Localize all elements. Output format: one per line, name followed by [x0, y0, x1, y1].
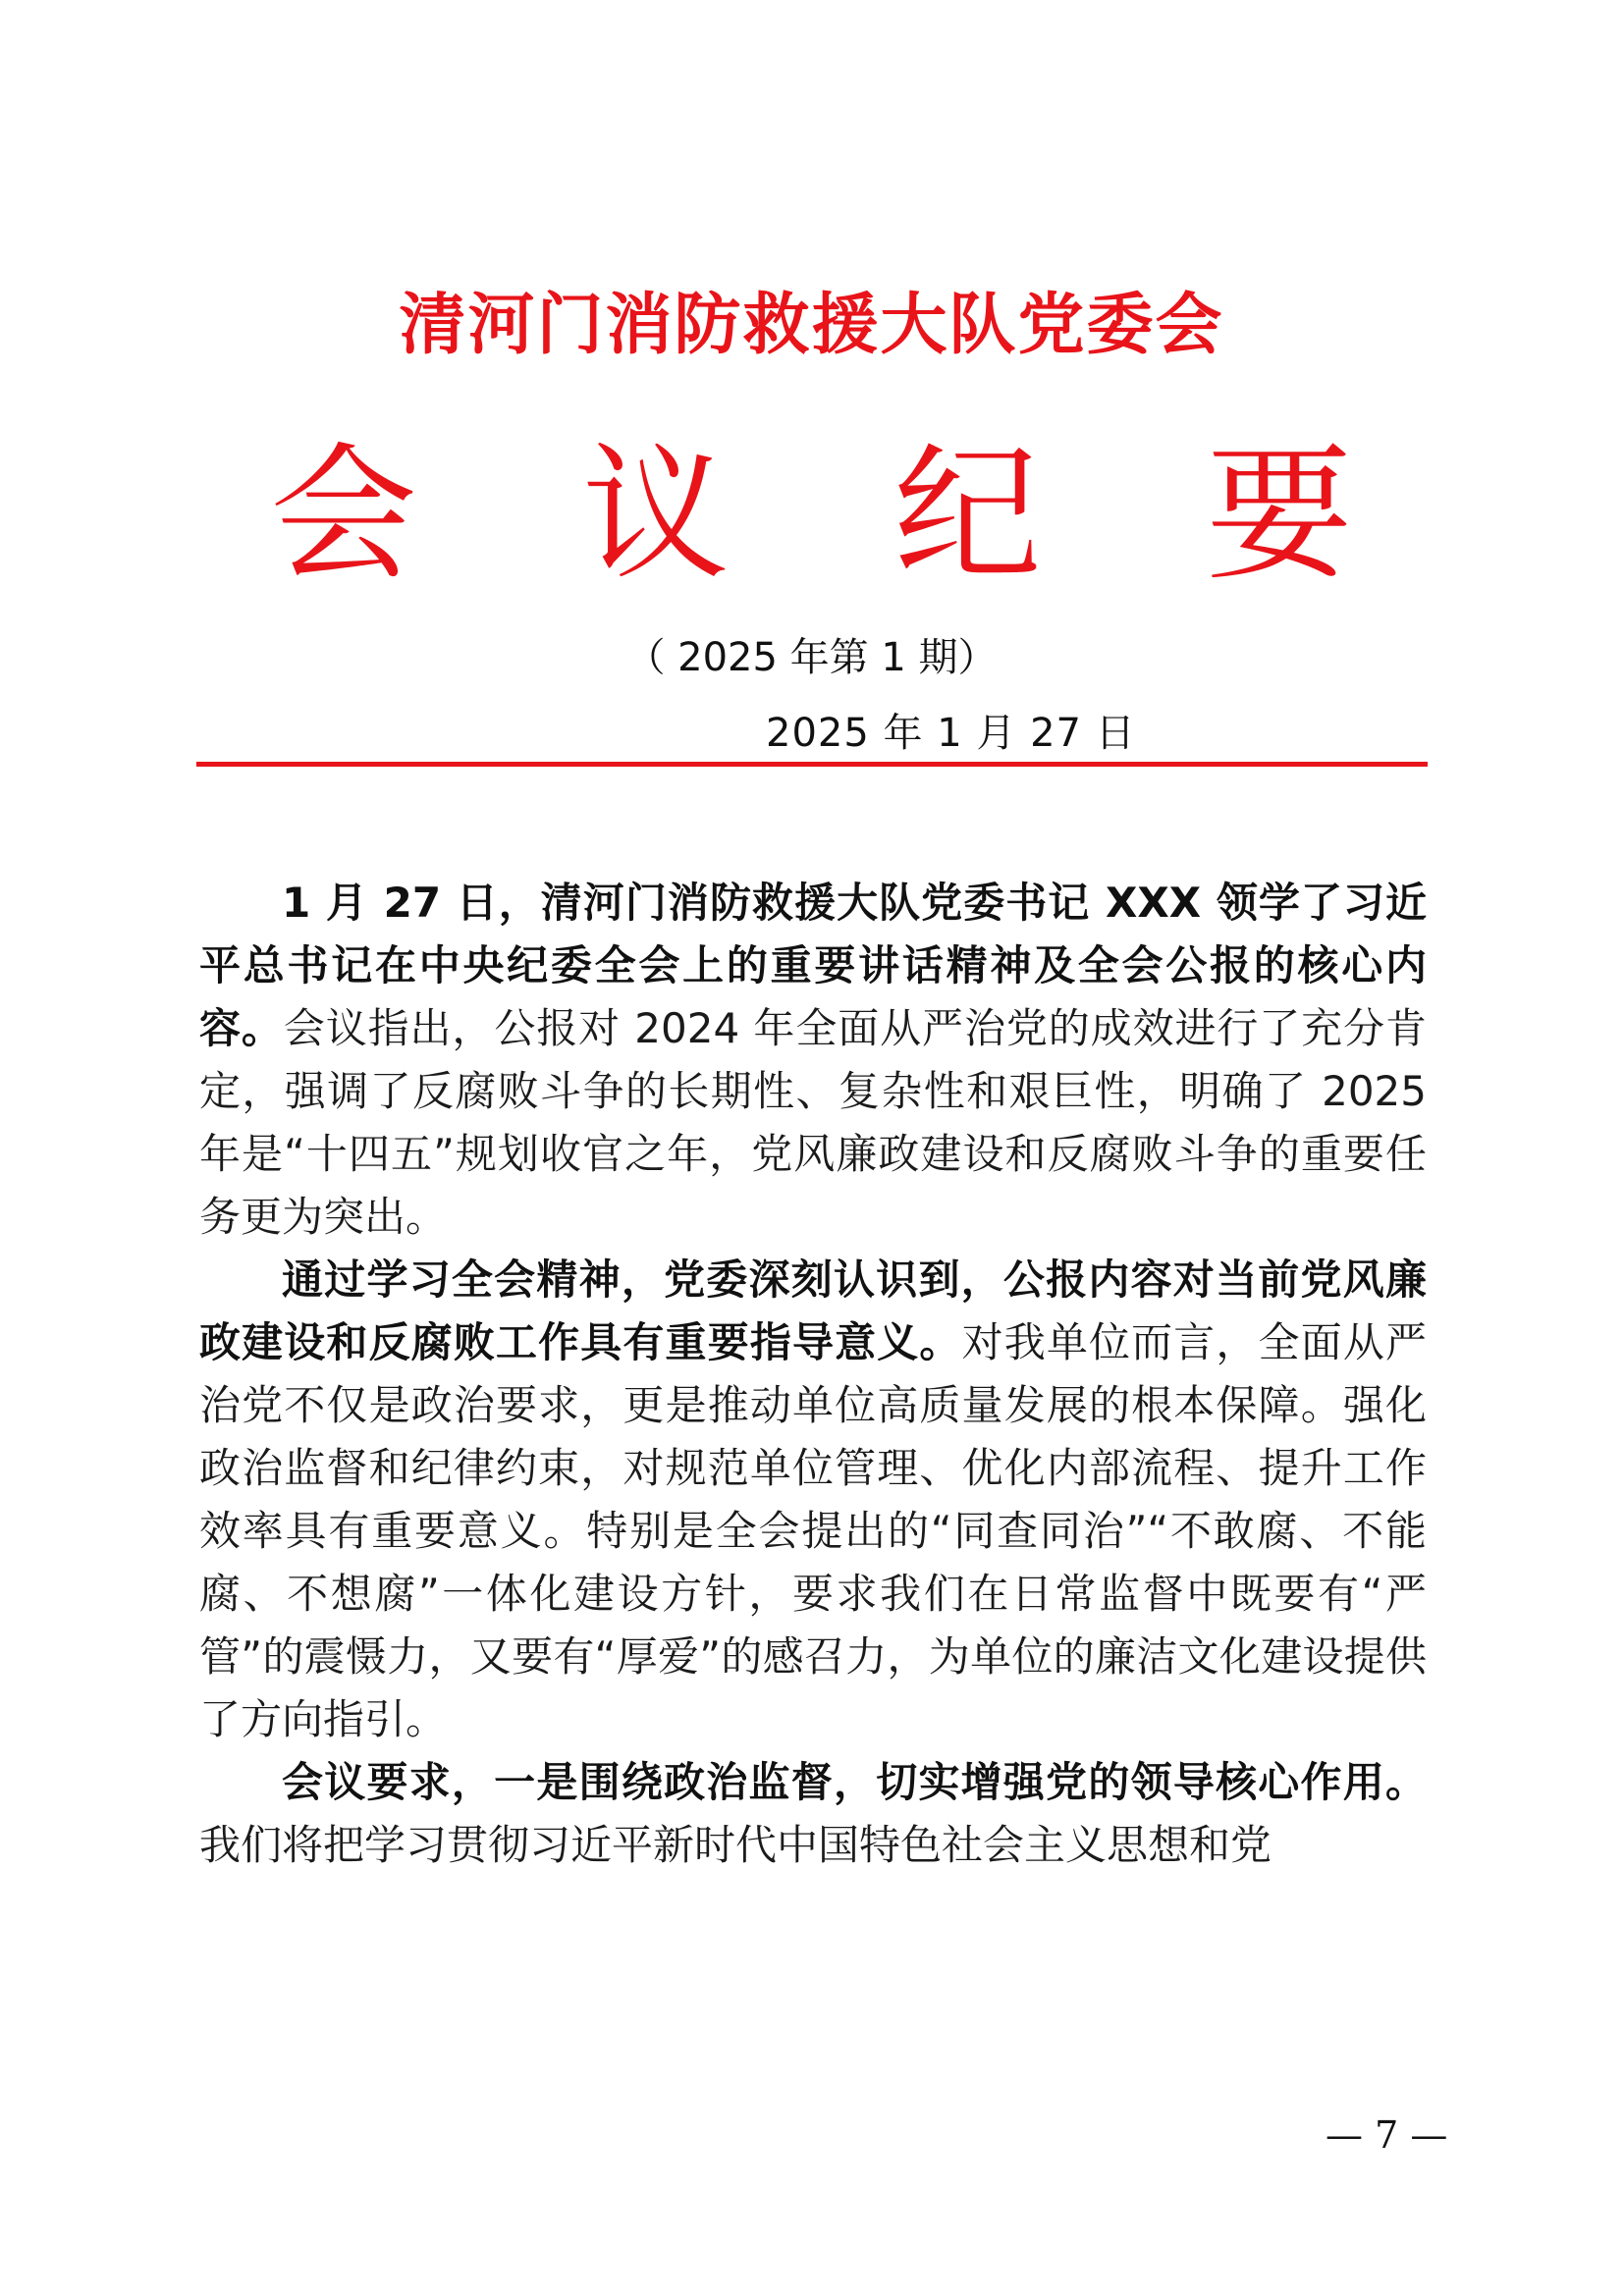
- page-number: — 7 —: [1325, 2113, 1448, 2157]
- paragraph-3-text: 我们将把学习贯彻习近平新时代中国特色社会主义思想和党: [199, 1821, 1272, 1869]
- paragraph-1-lead: 1 月 27 日，清河门消防救援大队党委书记 XXX 领学了习近平总书记在中央纪委全会上的重要讲话精神及全会公报的核心内容。: [199, 879, 1427, 1052]
- red-separator-rule: [196, 762, 1428, 767]
- paragraph-2-text: 对我单位而言，全面从严治党不仅是政治要求，更是推动单位高质量发展的根本保障。强化政治监督和纪律约束，对规范单位管理、优化内部流程、提升工作效率具有重要意义。特别是全会提出的“同查同治”“不敢腐、不能腐、不想腐”一体化建设方针，要求我们在日常监督中既要有“严管”的震慑力，又要有“厚爱”的感召力，为单位的廉洁文化建设提供了方向指引。: [199, 1318, 1427, 1743]
- paragraph-2: [199, 1249, 1427, 1751]
- issue-number: （ 2025 年第 1 期）: [625, 635, 998, 680]
- paragraph-2-lead: 通过学习全会精神，党委深刻认识到，公报内容对当前党风廉政建设和反腐败工作具有重要指导意义。: [199, 1255, 1427, 1366]
- organization-title: 清河门消防救援大队党委会: [399, 287, 1224, 364]
- paragraph-3-lead: 会议要求，一是围绕政治监督，切实增强党的领导核心作用。: [282, 1758, 1427, 1806]
- document-body: [199, 872, 1427, 1877]
- document-date: 2025 年 1 月 27 日: [766, 711, 1136, 756]
- paragraph-1-text: 会议指出，公报对 2024 年全面从严治党的成效进行了充分肯定，强调了反腐败斗争的长期性、复杂性和艰巨性，明确了 2025 年是“十四五”规划收官之年，党风廉政建设和反腐败斗争的重要任务更为突出。: [199, 1004, 1427, 1241]
- document-type-title: 会 议 纪 要: [269, 430, 1413, 601]
- paragraph-1: [199, 872, 1427, 1249]
- paragraph-3: [199, 1751, 1427, 1877]
